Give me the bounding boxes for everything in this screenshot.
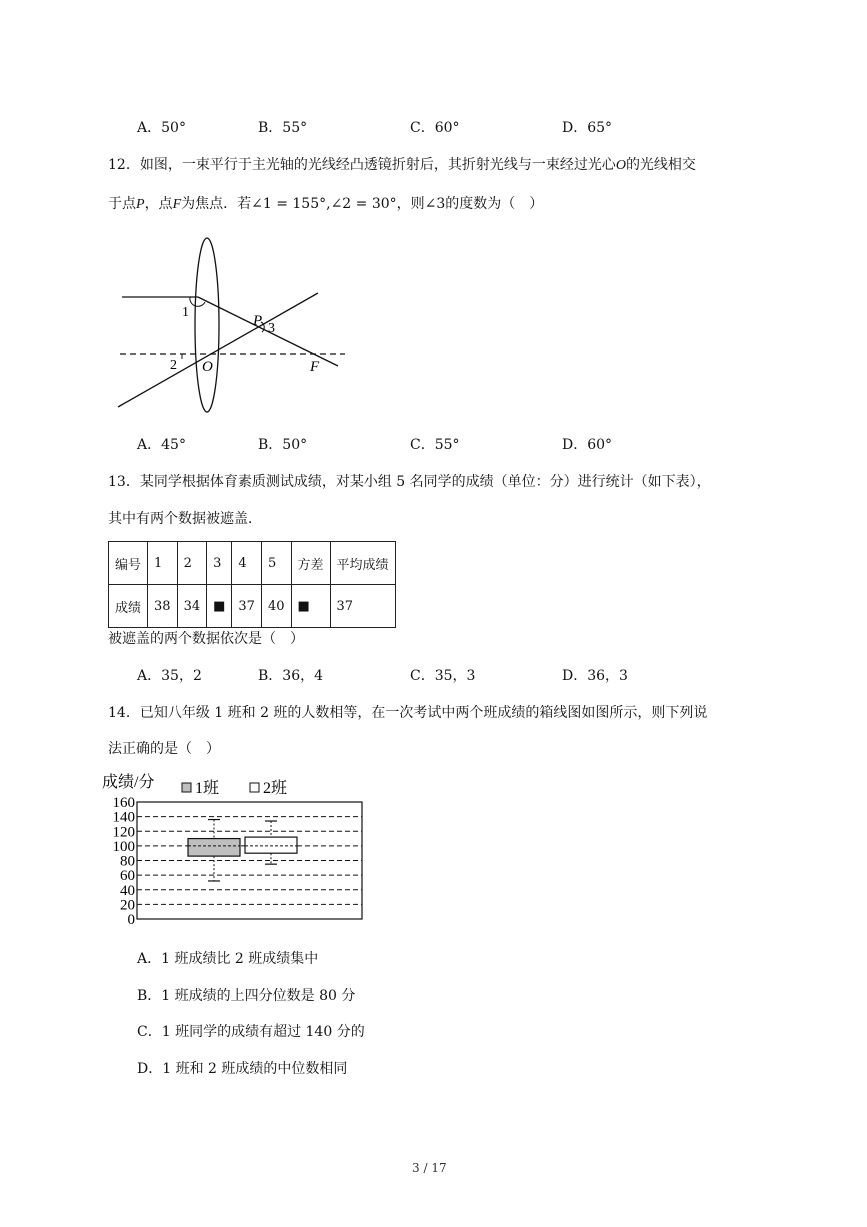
q11-option-a: A．50° [137, 120, 186, 136]
table-cell: 1 [148, 542, 178, 585]
q12-stem-line1: 12．如图，一束平行于主光轴的光线经凸透镜折射后，其折射光线与一束经过光心O的光线相交 [108, 157, 696, 173]
y-tick-label: 160 [112, 795, 135, 811]
label-3: 3 [268, 321, 275, 336]
table-cell: 2 [177, 542, 207, 585]
label-o: O [202, 359, 213, 375]
y-tick-label: 60 [120, 868, 135, 885]
q14-stem-line1: 14．已知八年级 1 班和 2 班的人数相等，在一次考试中两个班成绩的箱线图如图所示，则下列说 [108, 705, 708, 721]
y-tick-label: 100 [112, 838, 135, 855]
table-cell: 3 [207, 542, 232, 585]
q13-after-table: 被遮盖的两个数据依次是（ ） [108, 631, 304, 647]
convex-lens [195, 238, 219, 412]
q11-option-c: C．60° [410, 120, 460, 136]
q14-option-b: B．1 班成绩的上四分位数是 80 分 [137, 988, 356, 1004]
y-tick-label: 120 [112, 824, 135, 841]
q13-stem-line2: 其中有两个数据被遮盖． [108, 511, 262, 527]
q13-option-d: D．36，3 [562, 668, 628, 684]
q11-option-b: B．55° [258, 120, 308, 136]
q13-stem-line1: 13．某同学根据体育素质测试成绩，对某小组 5 名同学的成绩（单位：分）进行统计（如下表）， [108, 474, 711, 490]
label-f: F [310, 359, 320, 375]
table-cell: 成绩 [109, 585, 148, 628]
angle-1-arc [190, 297, 205, 306]
y-axis-label: 成绩/分 [102, 774, 155, 791]
y-tick-label: 40 [120, 882, 135, 899]
box-plot-chart [100, 770, 370, 926]
legend-label: 1班 [195, 780, 220, 797]
table-cell: 编号 [109, 542, 148, 585]
label-1: 1 [182, 305, 189, 320]
legend-label: 2班 [263, 780, 288, 797]
q12-option-b: B．50° [258, 437, 308, 453]
ray-through-center [118, 293, 318, 407]
q13-option-a: A．35，2 [137, 668, 202, 684]
q13-option-b: B．36，4 [258, 668, 324, 684]
q12-option-d: D．60° [562, 437, 613, 453]
legend-swatch [182, 783, 191, 792]
box-1 [188, 839, 240, 857]
table-cell: 5 [261, 542, 291, 585]
box-2 [245, 837, 297, 853]
q12-option-a: A．45° [137, 437, 186, 453]
table-cell: 平均成绩 [330, 542, 395, 585]
score-table-header-row [109, 542, 396, 585]
score-table-data-row [109, 585, 396, 628]
table-cell: 40 [261, 585, 291, 628]
q12-stem-line2: 于点P，点F为焦点．若∠1 = 155°,∠2 = 30°，则∠3的度数为（ ） [108, 196, 544, 212]
table-cell-covered: ■ [207, 585, 232, 628]
table-cell: 方差 [291, 542, 330, 585]
lens-figure [110, 235, 360, 415]
legend-swatch [250, 783, 259, 792]
y-tick-label: 140 [112, 809, 135, 826]
table-cell: 34 [177, 585, 207, 628]
q13-option-c: C．35，3 [410, 668, 476, 684]
label-2: 2 [170, 358, 177, 373]
table-cell: 37 [330, 585, 395, 628]
table-cell: 4 [232, 542, 262, 585]
table-cell: 38 [148, 585, 178, 628]
y-tick-label: 20 [120, 897, 135, 914]
q14-option-c: C．1 班同学的成绩有超过 140 分的 [137, 1024, 365, 1040]
y-tick-label: 0 [127, 912, 135, 926]
q12-option-c: C．55° [410, 437, 460, 453]
q14-option-a: A．1 班成绩比 2 班成绩集中 [137, 951, 319, 967]
table-cell-covered: ■ [291, 585, 330, 628]
q11-option-d: D．65° [562, 120, 613, 136]
score-table [108, 541, 396, 628]
q14-option-d: D．1 班和 2 班成绩的中位数相同 [137, 1061, 348, 1077]
page-number: 3 / 17 [412, 1161, 447, 1175]
label-p: P [253, 313, 263, 329]
table-cell: 37 [232, 585, 262, 628]
q14-stem-line2: 法正确的是（ ） [108, 741, 220, 757]
y-tick-label: 80 [120, 853, 135, 870]
